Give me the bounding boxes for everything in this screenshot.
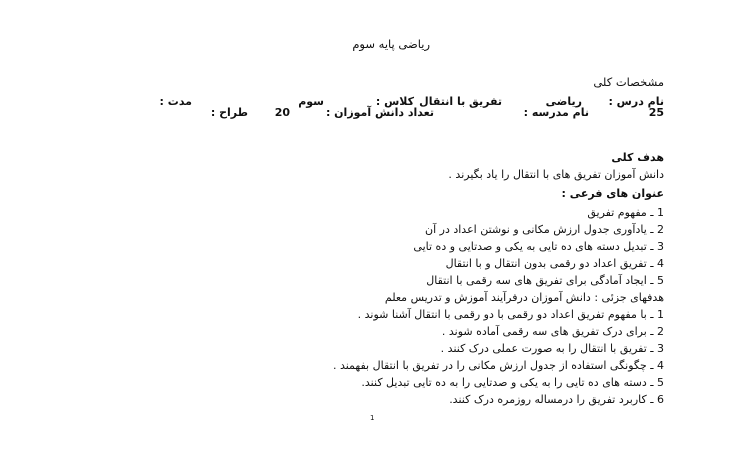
subtopic-item: 3 ـ تبدیل دسته های ده تایی به یکی و صدتایی و ده تایی bbox=[413, 240, 664, 253]
page-number: 1 bbox=[370, 414, 375, 422]
student-count-value: 20 bbox=[274, 106, 290, 119]
duration-label: مدت : bbox=[159, 95, 192, 108]
subtopic-item: 4 ـ تفریق اعداد دو رقمی بدون انتقال و با انتقال bbox=[445, 257, 664, 270]
subtopic-item: 5 ـ ایجاد آمادگی برای تفریق های سه رقمی با انتقال bbox=[426, 274, 664, 287]
detailed-goal-item: 4 ـ چگونگی استفاده از جدول ارزش مکانی را در تفریق با انتقال بفهمند . bbox=[332, 359, 664, 372]
detailed-goal-item: 6 ـ کاربرد تفریق را درمساله روزمره درک کنند. bbox=[449, 393, 664, 406]
general-goal-heading: هدف کلی bbox=[611, 151, 664, 164]
lesson-label: نام درس : bbox=[608, 95, 664, 108]
specs-heading: مشخصات کلی bbox=[593, 75, 664, 89]
general-goal-text: دانش آموزان تفریق های با انتقال را یاد بگیرند . bbox=[448, 168, 664, 181]
school-label: نام مدرسه : bbox=[523, 106, 589, 119]
topic-value: تفریق با انتقال bbox=[419, 95, 502, 108]
detailed-goal-item: 5 ـ دسته های ده تایی را به یکی و صدتایی را به ده تایی تبدیل کنند. bbox=[361, 376, 664, 389]
class-label: کلاس : bbox=[375, 95, 414, 108]
student-count-label: تعداد دانش آموزان : bbox=[325, 106, 434, 119]
number-25: 25 bbox=[648, 106, 664, 119]
designer-label: طراح : bbox=[210, 106, 248, 119]
lesson-value: ریاضی bbox=[545, 95, 582, 108]
subtopic-item: 2 ـ یادآوری جدول ارزش مکانی و نوشتن اعداد در آن bbox=[425, 223, 664, 236]
subtopic-item: 1 ـ مفهوم تفریق bbox=[587, 206, 664, 219]
detailed-goal-item: 2 ـ برای درک تفریق های سه رقمی آماده شوند . bbox=[441, 325, 664, 338]
subtopics-heading: عنوان های فرعی : bbox=[561, 187, 664, 200]
class-value: سوم bbox=[298, 95, 324, 108]
detailed-goals-heading: هدفهای جزئی : دانش آموزان درفرآیند آموزش و تدریس معلم bbox=[384, 291, 664, 304]
document-title: ریاضی پایه سوم bbox=[352, 37, 430, 51]
detailed-goal-item: 3 ـ تفریق با انتقال را به صورت عملی درک کنند . bbox=[440, 342, 664, 355]
detailed-goal-item: 1 ـ با مفهوم تفریق اعداد دو رقمی با دو رقمی با انتقال آشنا شوند . bbox=[357, 308, 664, 321]
